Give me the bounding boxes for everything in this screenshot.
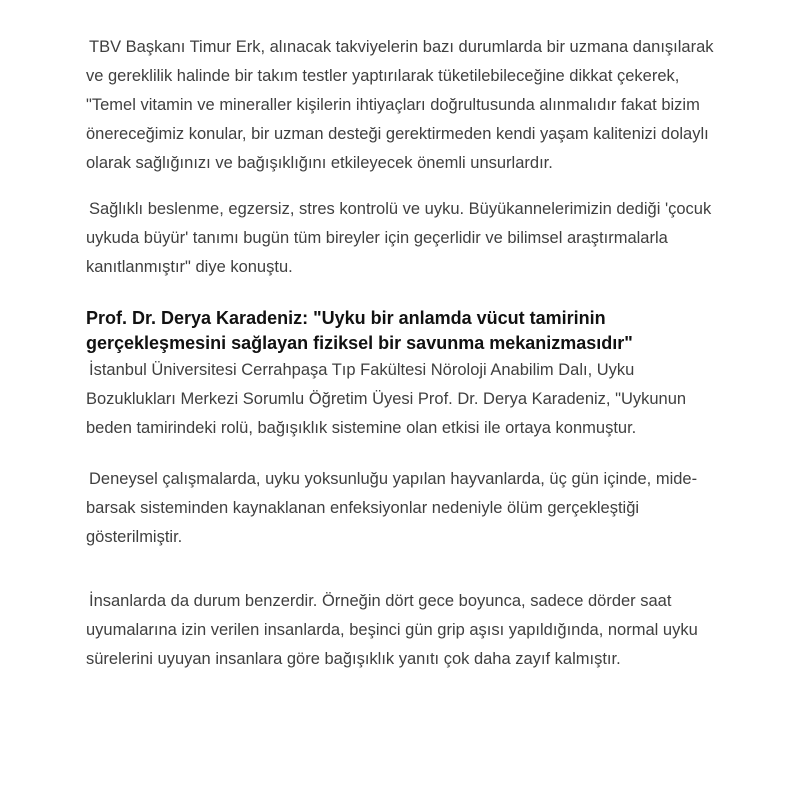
section-heading-derya-karadeniz: Prof. Dr. Derya Karadeniz: "Uyku bir anlamda vücut tamirinin gerçekleşmesini sağlayan fiziksel bir savunma mekanizmasıdır" — [86, 308, 633, 353]
paragraph-experimental-studies: Deneysel çalışmalarda, uyku yoksunluğu yapılan hayvanlarda, üç gün içinde, mide-barsak sisteminden kaynaklanan enfeksiyonlar nedeniyle ölüm gerçekleştiği gösterilmiştir. — [86, 470, 698, 546]
paragraph-healthy-living-quote: Sağlıklı beslenme, egzersiz, stres kontrolü ve uyku. Büyükannelerimizin dediği 'çocuk uykuda büyür' tanımı bugün tüm bireyler için geçerlidir ve bilimsel araştırmalarla kanıtlanmıştır" diye konuştu. — [86, 200, 712, 276]
paragraph-human-example: İnsanlarda da durum benzerdir. Örneğin dört gece boyunca, sadece dörder saat uyumalarına izin verilen insanlarda, beşinci gün grip aşısı yapıldığında, normal uyku sürelerini uyuyan insanlara göre bağışıklık yanıtı çok daha zayıf kalmıştır. — [86, 592, 698, 668]
article-body — [86, 33, 720, 674]
paragraph-tbv-statement: TBV Başkanı Timur Erk, alınacak takviyelerin bazı durumlarda bir uzmana danışılarak ve gereklilik halinde bir takım testler yaptırılarak tüketilebileceğine dikkat çekerek, "Temel vitamin ve mineraller kişilerin ihtiyaçları doğrultusunda alınmalıdır fakat bizim önereceğimiz konular, bir uzman desteği gerektirmeden kendi yaşam kalitenizi dolaylı olarak sağlığınızı ve bağışıklığını etkileyecek önemli unsurlardır. — [86, 38, 714, 172]
paragraph-university-intro: İstanbul Üniversitesi Cerrahpaşa Tıp Fakültesi Nöroloji Anabilim Dalı, Uyku Bozuklukları Merkezi Sorumlu Öğretim Üyesi Prof. Dr. Derya Karadeniz, "Uykunun beden tamirindeki rolü, bağışıklık sistemine olan etkisi ile ortaya konmuştur. — [86, 361, 687, 437]
